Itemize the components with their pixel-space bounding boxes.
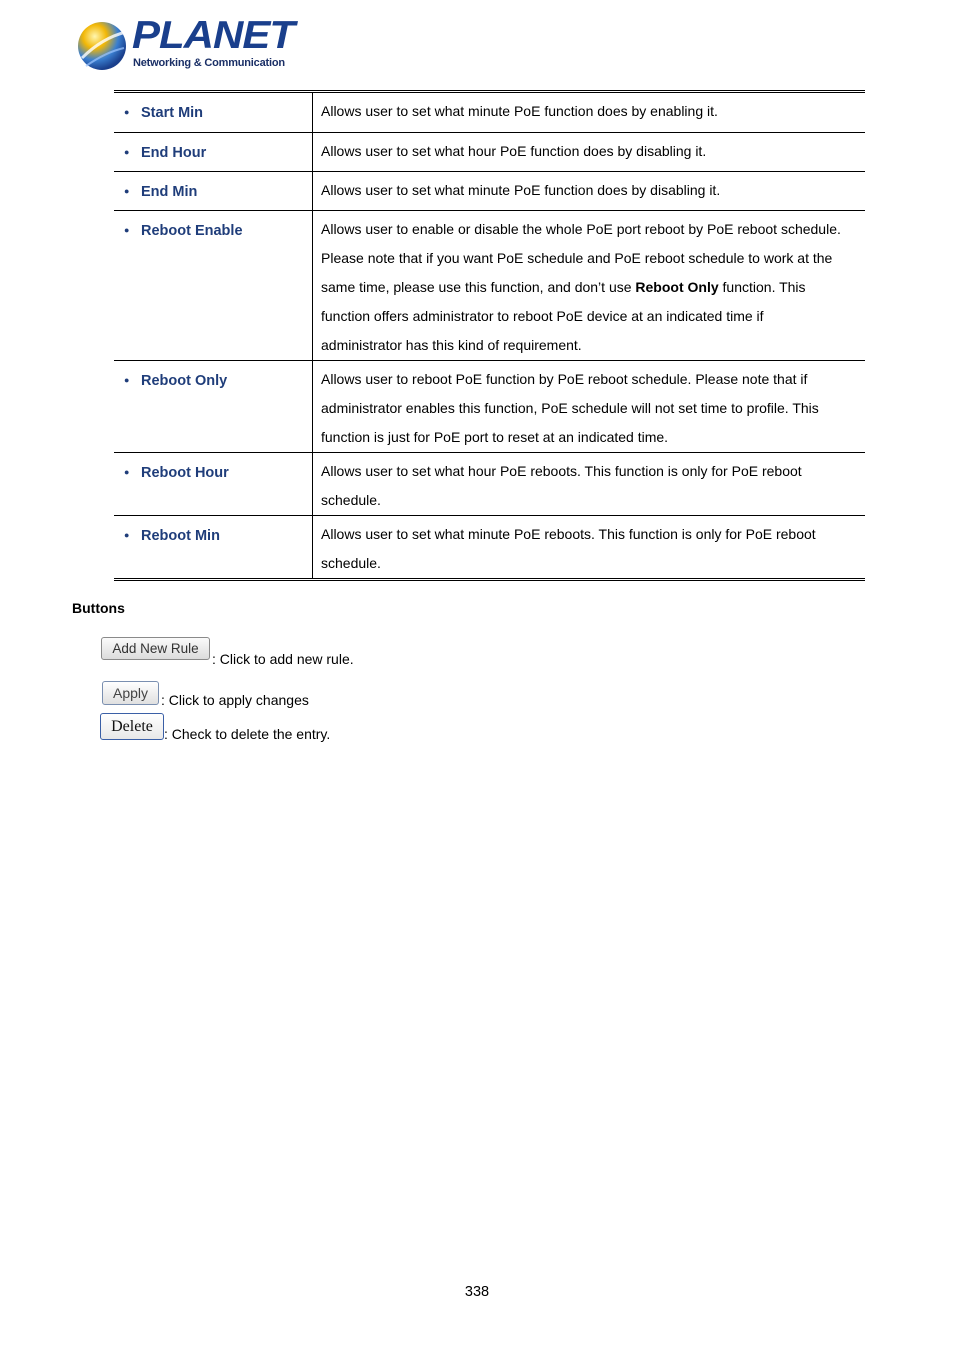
param-name: Reboot Only — [141, 373, 228, 389]
bullet-icon: ● — [124, 186, 130, 196]
param-desc: Allows user to set what minute PoE function does by disabling it. — [321, 182, 721, 198]
delete-button[interactable]: Delete — [100, 713, 164, 740]
param-name: Reboot Enable — [141, 223, 243, 239]
table-row — [114, 516, 865, 580]
param-name: Start Min — [141, 105, 204, 121]
param-desc-line: Allows user to set what hour PoE reboots. This function is only for PoE reboot — [321, 463, 802, 479]
param-desc-emphasis: Reboot Only — [635, 279, 719, 295]
table-row — [114, 361, 865, 453]
table-row — [114, 172, 865, 211]
apply-button[interactable]: Apply — [102, 681, 159, 705]
param-desc-line: Allows user to reboot PoE function by PoE reboot schedule. Please note that if — [321, 371, 808, 387]
delete-description: : Check to delete the entry. — [164, 726, 331, 742]
param-desc: Allows user to set what minute PoE function does by enabling it. — [321, 103, 718, 119]
param-desc-line: administrator has this kind of requirement. — [321, 337, 582, 353]
param-name: Reboot Min — [141, 528, 220, 544]
param-desc-line: function. This — [718, 279, 806, 295]
apply-description: : Click to apply changes — [161, 692, 309, 708]
logo-tagline: Networking & Communication — [133, 57, 285, 69]
globe-icon — [76, 18, 128, 72]
param-desc-line: administrator enables this function, PoE schedule will not set time to profile. This — [321, 400, 819, 416]
param-desc-line: schedule. — [321, 555, 381, 571]
param-desc-line: schedule. — [321, 492, 381, 508]
param-desc-line: Allows user to enable or disable the whole PoE port reboot by PoE reboot schedule. — [321, 221, 841, 237]
bullet-icon: ● — [124, 107, 130, 117]
param-desc: Allows user to set what hour PoE function does by disabling it. — [321, 143, 707, 159]
bullet-icon: ● — [124, 147, 130, 157]
bullet-icon: ● — [124, 530, 130, 540]
parameter-table — [114, 90, 865, 581]
page-number: 338 — [464, 1284, 490, 1300]
buttons-section-title: Buttons — [72, 600, 125, 616]
param-desc-line: Please note that if you want PoE schedule and PoE reboot schedule to work at the — [321, 250, 833, 266]
param-name: Reboot Hour — [141, 465, 229, 481]
planet-logo — [76, 13, 294, 74]
add-new-rule-description: : Click to add new rule. — [212, 651, 354, 667]
table-row — [114, 211, 865, 361]
param-desc-line: function is just for PoE port to reset at an indicated time. — [321, 429, 669, 445]
bullet-icon: ● — [124, 467, 130, 477]
bullet-icon: ● — [124, 375, 130, 385]
param-desc-line: Allows user to set what minute PoE reboots. This function is only for PoE reboot — [321, 526, 816, 542]
table-row — [114, 453, 865, 516]
table-row — [114, 133, 865, 172]
logo-wordmark: PLANET — [132, 13, 294, 57]
param-desc-line: same time, please use this function, and don’t use — [321, 279, 636, 295]
add-new-rule-button[interactable]: Add New Rule — [101, 637, 210, 660]
param-name: End Min — [141, 184, 198, 200]
param-desc-line: function offers administrator to reboot PoE device at an indicated time if — [321, 308, 764, 324]
table-row — [114, 92, 865, 133]
param-name: End Hour — [141, 145, 207, 161]
bullet-icon: ● — [124, 225, 130, 235]
